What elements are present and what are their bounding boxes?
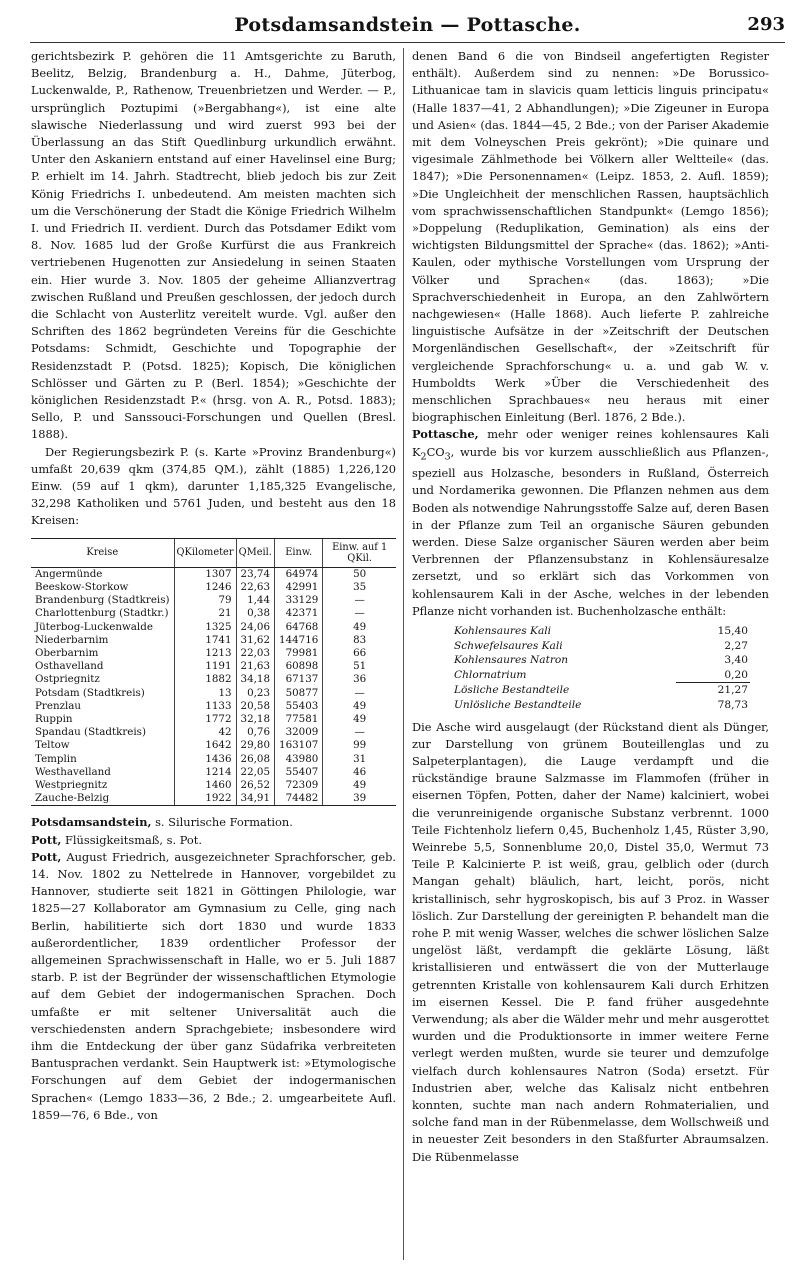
table-cell: 0,38 [236,607,274,620]
district-name-cell: Zauche-Belzig [31,792,174,806]
district-name-cell: Westpriegnitz [35,778,108,791]
table-cell: 1,44 [236,594,274,607]
table-cell: 42371 [275,607,323,620]
table-header-row [31,538,396,567]
table-cell: 36 [323,673,396,686]
entry-text: , wurde bis vor kurzem ausschließlich aus Pflanzen-, speziell aus Holzasche, besonders in Rußland, Österreich und Nordamerika gewonnen. Die Pflanzen nehmen aus dem Boden als notwendige Nahrungsstoffe Salze auf, deren Basen in der Pflanze zum Teil an organische Säuren gebunden werden. Diese Salze organischer Säuren werden aber beim Verbrennen der Pflanzensubstanz in Kohlensäuresalze zersetzt, und so erklärt sich das Vorkommen von kohlensaurem Kali in der Asche, welches in der lebenden Pflanze nicht vorhanden ist. Buchenholzasche enthält: [412,444,769,618]
composition-value: 2,27 [724,639,748,652]
composition-label: Lösliche Bestandteile [454,684,570,697]
composition-label: Schwefelsaures Kali [454,639,563,652]
table-row [31,673,396,686]
table-cell: 55403 [275,700,323,713]
table-cell: 13 [174,687,236,700]
table-cell: 49 [323,779,396,792]
table-cell: 31,62 [236,634,274,647]
composition-label: Unlösliche Bestandteile [454,698,582,711]
table-row [31,647,396,660]
table-cell: — [323,687,396,700]
column-divider [403,48,404,1260]
district-name-cell: Prenzlau [35,699,82,712]
table-cell: 60898 [275,660,323,673]
table-cell: 26,08 [236,753,274,766]
table-row [31,581,396,594]
district-name-cell: Jüterbog-Luckenwalde [35,620,153,633]
district-name-cell: Osthavelland [35,660,104,673]
headword: Pottasche, [412,427,479,442]
table-cell: 79981 [275,647,323,660]
table-row [31,567,396,581]
table-header-qkm: QKilometer [174,538,236,567]
district-name-cell: Beeskow-Storkow [35,580,129,593]
table-row [31,660,396,673]
table-cell: 99 [323,739,396,752]
header-rule [30,42,785,43]
table-cell: 1191 [174,660,236,673]
districts-table [31,538,396,807]
table-cell: 0,76 [236,726,274,739]
table-cell: 0,23 [236,687,274,700]
composition-value: 78,73 [717,698,748,711]
table-cell: 32009 [275,726,323,739]
table-cell: 21,63 [236,660,274,673]
table-cell: 42 [174,726,236,739]
table-cell: 1133 [174,700,236,713]
table-row [31,726,396,739]
entry-text: s. Silurische Formation. [151,815,293,830]
table-cell: 29,80 [236,739,274,752]
table-cell: 49 [323,713,396,726]
table-row [31,766,396,779]
table-row [31,739,396,752]
district-name-cell: Oberbarnim [35,646,99,659]
headword: Potsdamsandstein, [31,815,152,830]
table-row [31,594,396,607]
composition-row [452,683,750,698]
entry-text: mehr oder weniger reines kohlensaures Kali K [412,427,769,459]
entry-pott-measure [31,832,396,849]
composition-value: 3,40 [724,654,748,667]
table-cell: 31 [323,753,396,766]
district-name-cell: Teltow [35,739,70,752]
table-cell: 26,52 [236,779,274,792]
table-header-qmeil: QMeil. [236,538,274,567]
table-row [31,687,396,700]
table-cell: 1307 [174,567,236,581]
table-cell: 50877 [275,687,323,700]
table-cell: 163107 [275,739,323,752]
table-cell: 46 [323,766,396,779]
table-cell: 144716 [275,634,323,647]
table-row [31,634,396,647]
entry-text: Flüssigkeitsmaß, s. Pot. [61,832,202,847]
table-cell: 79 [174,594,236,607]
paragraph-regierungsbezirk: Der Regierungsbezirk P. (s. Karte »Provinz Brandenburg«) umfaßt 20,639 qkm (374,85 QM.), zählt (1885) 1,226,120 Einw. (59 auf 1 qkm), darunter 1,185,325 Evangelische, 32,298 Katholiken und 5761 Juden, und besteht aus den 18 Kreisen: [31,444,396,528]
table-cell: 1214 [174,766,236,779]
entry-potsdamsandstein [31,814,396,831]
table-cell: 21 [174,607,236,620]
table-cell: 34,91 [236,792,274,806]
table-cell: 22,03 [236,647,274,660]
composition-row [452,624,750,639]
table-cell: 22,63 [236,581,274,594]
composition-label: Kohlensaures Natron [454,654,569,667]
table-cell: — [323,607,396,620]
page-number: 293 [747,14,785,35]
table-row [31,621,396,634]
composition-label: Chlornatrium [454,669,527,682]
composition-row [452,698,750,713]
table-cell: 1246 [174,581,236,594]
table-cell: 1882 [174,673,236,686]
running-title: Potsdamsandstein — Pottasche. [234,14,581,36]
table-cell: 35 [323,581,396,594]
table-row [31,713,396,726]
table-row [31,779,396,792]
district-name-cell: Potsdam (Stadtkreis) [35,686,145,699]
beech-ash-composition-table [452,624,750,713]
paragraph-pott-works: denen Band 6 die von Bindseil angefertigten Register enthält). Außerdem sind zu nennen: »De Borussico-Lithuanicae tam in slavicis quam letticis linguis principatu« (Halle 1837—41, 2 Abhandlungen); »Die Zigeuner in Europa und Asien« (das. 1844—45, 2 Bde.; von der Pariser Akademie mit dem Volneyschen Preis gekrönt); »Die quinare und vigesimale Zählmethode bei Völkern aller Weltteile« (das. 1847); »Die Personennamen« (Leipz. 1853, 2. Aufl. 1859); »Die Ungleichheit der menschlichen Rassen, hauptsächlich vom sprachwissenschaftlichen Standpunkt« (Lemgo 1856); »Doppelung (Reduplikation, Gemination) als eins der wichtigsten Bildungsmittel der Sprache« (das. 1862); »Anti-Kaulen, oder mythische Vorstellungen vom Ursprung der Völker und Sprachen« (das. 1863); »Die Sprachverschiedenheit in Europa, an den Zahlwörtern nachgewiesen« (Halle 1868). Auch lieferte P. zahlreiche linguistische Aufsätze in der »Zeitschrift der Deutschen Morgenländischen Gesellschaft«, der »Zeitschrift für vergleichende Sprachforschung« u. a. und gab W. v. Humboldts Werk »Über die Verschiedenheit des menschlichen Sprachbaues« neu heraus mit einer biographischen Einleitung (Berl. 1876, 2 Bde.). [412,49,769,425]
left-column [31,48,396,1124]
table-cell: 22,05 [236,766,274,779]
district-name-cell: Niederbarnim [35,633,109,646]
entry-pottasche [412,426,769,620]
table-cell: 1325 [174,621,236,634]
district-name-cell: Angermünde [35,567,103,580]
table-cell: 20,58 [236,700,274,713]
table-cell: 32,18 [236,713,274,726]
table-cell: 1642 [174,739,236,752]
table-cell: 74482 [275,792,323,806]
table-cell: 1213 [174,647,236,660]
district-name-cell: Templin [35,752,77,765]
table-cell: 1436 [174,753,236,766]
district-name-cell: Brandenburg (Stadtkreis) [35,594,170,607]
table-cell: 83 [323,634,396,647]
table-header-kreise: Kreise [31,538,174,567]
table-cell: 55407 [275,766,323,779]
composition-row [452,668,750,683]
table-cell: 77581 [275,713,323,726]
table-cell: 51 [323,660,396,673]
table-cell: 39 [323,792,396,806]
table-cell: 43980 [275,753,323,766]
table-cell: 34,18 [236,673,274,686]
table-row [31,607,396,620]
table-cell: 1772 [174,713,236,726]
table-cell: 1741 [174,634,236,647]
table-cell: 72309 [275,779,323,792]
right-column [412,48,769,1166]
district-name-cell: Spandau (Stadtkreis) [35,726,146,739]
composition-row [452,639,750,654]
table-cell: 66 [323,647,396,660]
headword: Pott, [31,849,62,864]
table-row [31,792,396,806]
paragraph-pottasche-production: Die Asche wird ausgelaugt (der Rückstand dient als Dünger, zur Darstellung von grünem Bouteillenglas und zu Salpeterplantagen), die Lauge verdampft und die rückständige braune Salzmasse im Flammofen (früher in eisernen Töpfen, Potten, daher der Name) kalciniert, wobei die verunreinigende organische Substanz verbrennt. 1000 Teile Fichtenholz liefern 0,45, Buchenholz 1,45, Rüster 3,90, Weinrebe 5,5, Sonnenblume 20,0, Distel 35,0, Wermut 73 Teile P. Kalcinierte P. ist weiß, grau, gelblich oder (durch Mangan gehalt) bläulich, hart, leicht, porös, nicht kristallinisch, sehr hygroskopisch, bis auf 3 Proz. in Wasser löslich. Zur Darstellung der gereinigten P. behandelt man die rohe P. mit wenig Wasser, welches die schwer löslichen Salze ungelöst läßt, verdampft die geklärte Lösung, läßt kristallisieren und entwässert die von der Mutterlauge getrennten Kristalle von kohlensaurem Kali durch Erhitzen im eisernen Kessel. Die P. fand früher ausgedehnte Verwendung; als aber die Wälder mehr und mehr ausgerottet wurden und die Produktionsorte in immer weitere Ferne verlegt werden mußten, wurde sie teurer und demzufolge vielfach durch kohlensaures Natron (Soda) ersetzt. Für Industrien aber, welche das Kalisalz nicht entbehren konnten, suchte man nach andern Rohmaterialien, und solche fand man in der Rübenmelasse, dem Wollschweiß und in neuester Zeit besonders in den Staßfurter Abraumsalzen. Die Rübenmelasse [412,719,769,1164]
running-header [30,10,785,40]
composition-row [452,653,750,668]
district-name-cell: Ruppin [35,712,73,725]
composition-value: 15,40 [717,624,748,637]
district-name-cell: Ostpriegnitz [35,673,100,686]
table-cell: 64974 [275,567,323,581]
composition-value: 21,27 [676,683,750,698]
paragraph-potsdam-history: gerichtsbezirk P. gehören die 11 Amtsgerichte zu Baruth, Beelitz, Belzig, Brandenburg a. H., Dahme, Jüterbog, Luckenwalde, P., Rathenow, Treuenbrietzen und Werder. — P., ursprünglich Poztupimi (»Bergabhang«), ist eine alte slawische Niederlassung und wird zuerst 993 bei der Überlassung an das Stift Quedlinburg urkundlich erwähnt. Unter den Askaniern entstand auf einer Havelinsel eine Burg; P. erhielt im 14. Jahrh. Stadtrecht, blieb jedoch bis zur Zeit König Friedrichs I. unbedeutend. Am meisten machten sich um die Verschönerung der Stadt die Könige Friedrich Wilhelm I. und Friedrich II. verdient. Durch das Potsdamer Edikt vom 8. Nov. 1685 lud der Große Kurfürst die aus Frankreich vertriebenen Hugenotten zur Ansiedelung in seinen Staaten ein. Hier wurde 3. Nov. 1805 der geheime Allianzvertrag zwischen Rußland und Preußen geschlossen, der jedoch durch die Schlacht von Austerlitz vereitelt wurde. Vgl. außer den Schriften des 1862 begründeten Vereins für die Geschichte Potsdams: Schmidt, Geschichte und Topographie der Residenzstadt P. (Potsd. 1825); Kopisch, Die königlichen Schlösser und Gärten zu P. (Berl. 1854); »Geschichte der königlichen Residenzstadt P.« (hrsg. von A. R., Potsd. 1883); Sello, P. und Sanssouci-Forschungen und Quellen (Bresl. 1888). [31,49,396,442]
table-cell: 23,74 [236,567,274,581]
table-header-density: Einw. auf 1 QKil. [323,538,396,567]
table-cell: 24,06 [236,621,274,634]
table-cell: — [323,594,396,607]
districts-table-body [31,567,396,806]
table-cell: 49 [323,700,396,713]
table-row [31,700,396,713]
table-cell: 50 [323,567,396,581]
composition-value: 0,20 [724,668,748,681]
table-cell: 42991 [275,581,323,594]
composition-table-body [452,624,750,713]
table-cell: 1460 [174,779,236,792]
table-cell: 64768 [275,621,323,634]
table-cell: 67137 [275,673,323,686]
table-header-einw: Einw. [275,538,323,567]
subscript: 2 [420,450,427,462]
entry-text: CO [426,444,445,459]
entry-pott-biography [31,849,396,1124]
headword: Pott, [31,832,62,847]
subscript: 3 [444,450,451,462]
table-cell: — [323,726,396,739]
district-name-cell: Charlottenburg (Stadtkr.) [35,607,169,620]
entry-text: August Friedrich, ausgezeichneter Sprachforscher, geb. 14. Nov. 1802 zu Nettelrede in Hannover, vorgebildet zu Hannover, studierte seit 1821 in Göttingen Philologie, war 1825—27 Kollaborator am Gymnasium zu Celle, ging nach Berlin, habilitierte sich dort 1830 und wurde 1833 außerordentlicher, 1839 ordentlicher Professor der allgemeinen Sprachwissenschaft in Halle, wo er 5. Juli 1887 starb. P. ist der Begründer der wissenschaftlichen Etymologie auf dem Gebiet der indogermanischen Sprachen. Doch umfaßte er mit seltener Universalität auch die verschiedensten andern Sprachgebiete; insbesondere wird ihm die Entdeckung der über ganz Südafrika verbreiteten Bantusprachen verdankt. Sein Hauptwerk ist: »Etymologische Forschungen auf dem Gebiet der indogermanischen Sprachen« (Lemgo 1833—36, 2 Bde.; 2. umgearbeitete Aufl. 1859—76, 6 Bde., von [31,849,396,1122]
table-cell: 1922 [174,792,236,806]
composition-label: Kohlensaures Kali [454,624,552,637]
table-cell: 49 [323,621,396,634]
table-row [31,753,396,766]
district-name-cell: Westhavelland [35,765,111,778]
table-cell: 33129 [275,594,323,607]
